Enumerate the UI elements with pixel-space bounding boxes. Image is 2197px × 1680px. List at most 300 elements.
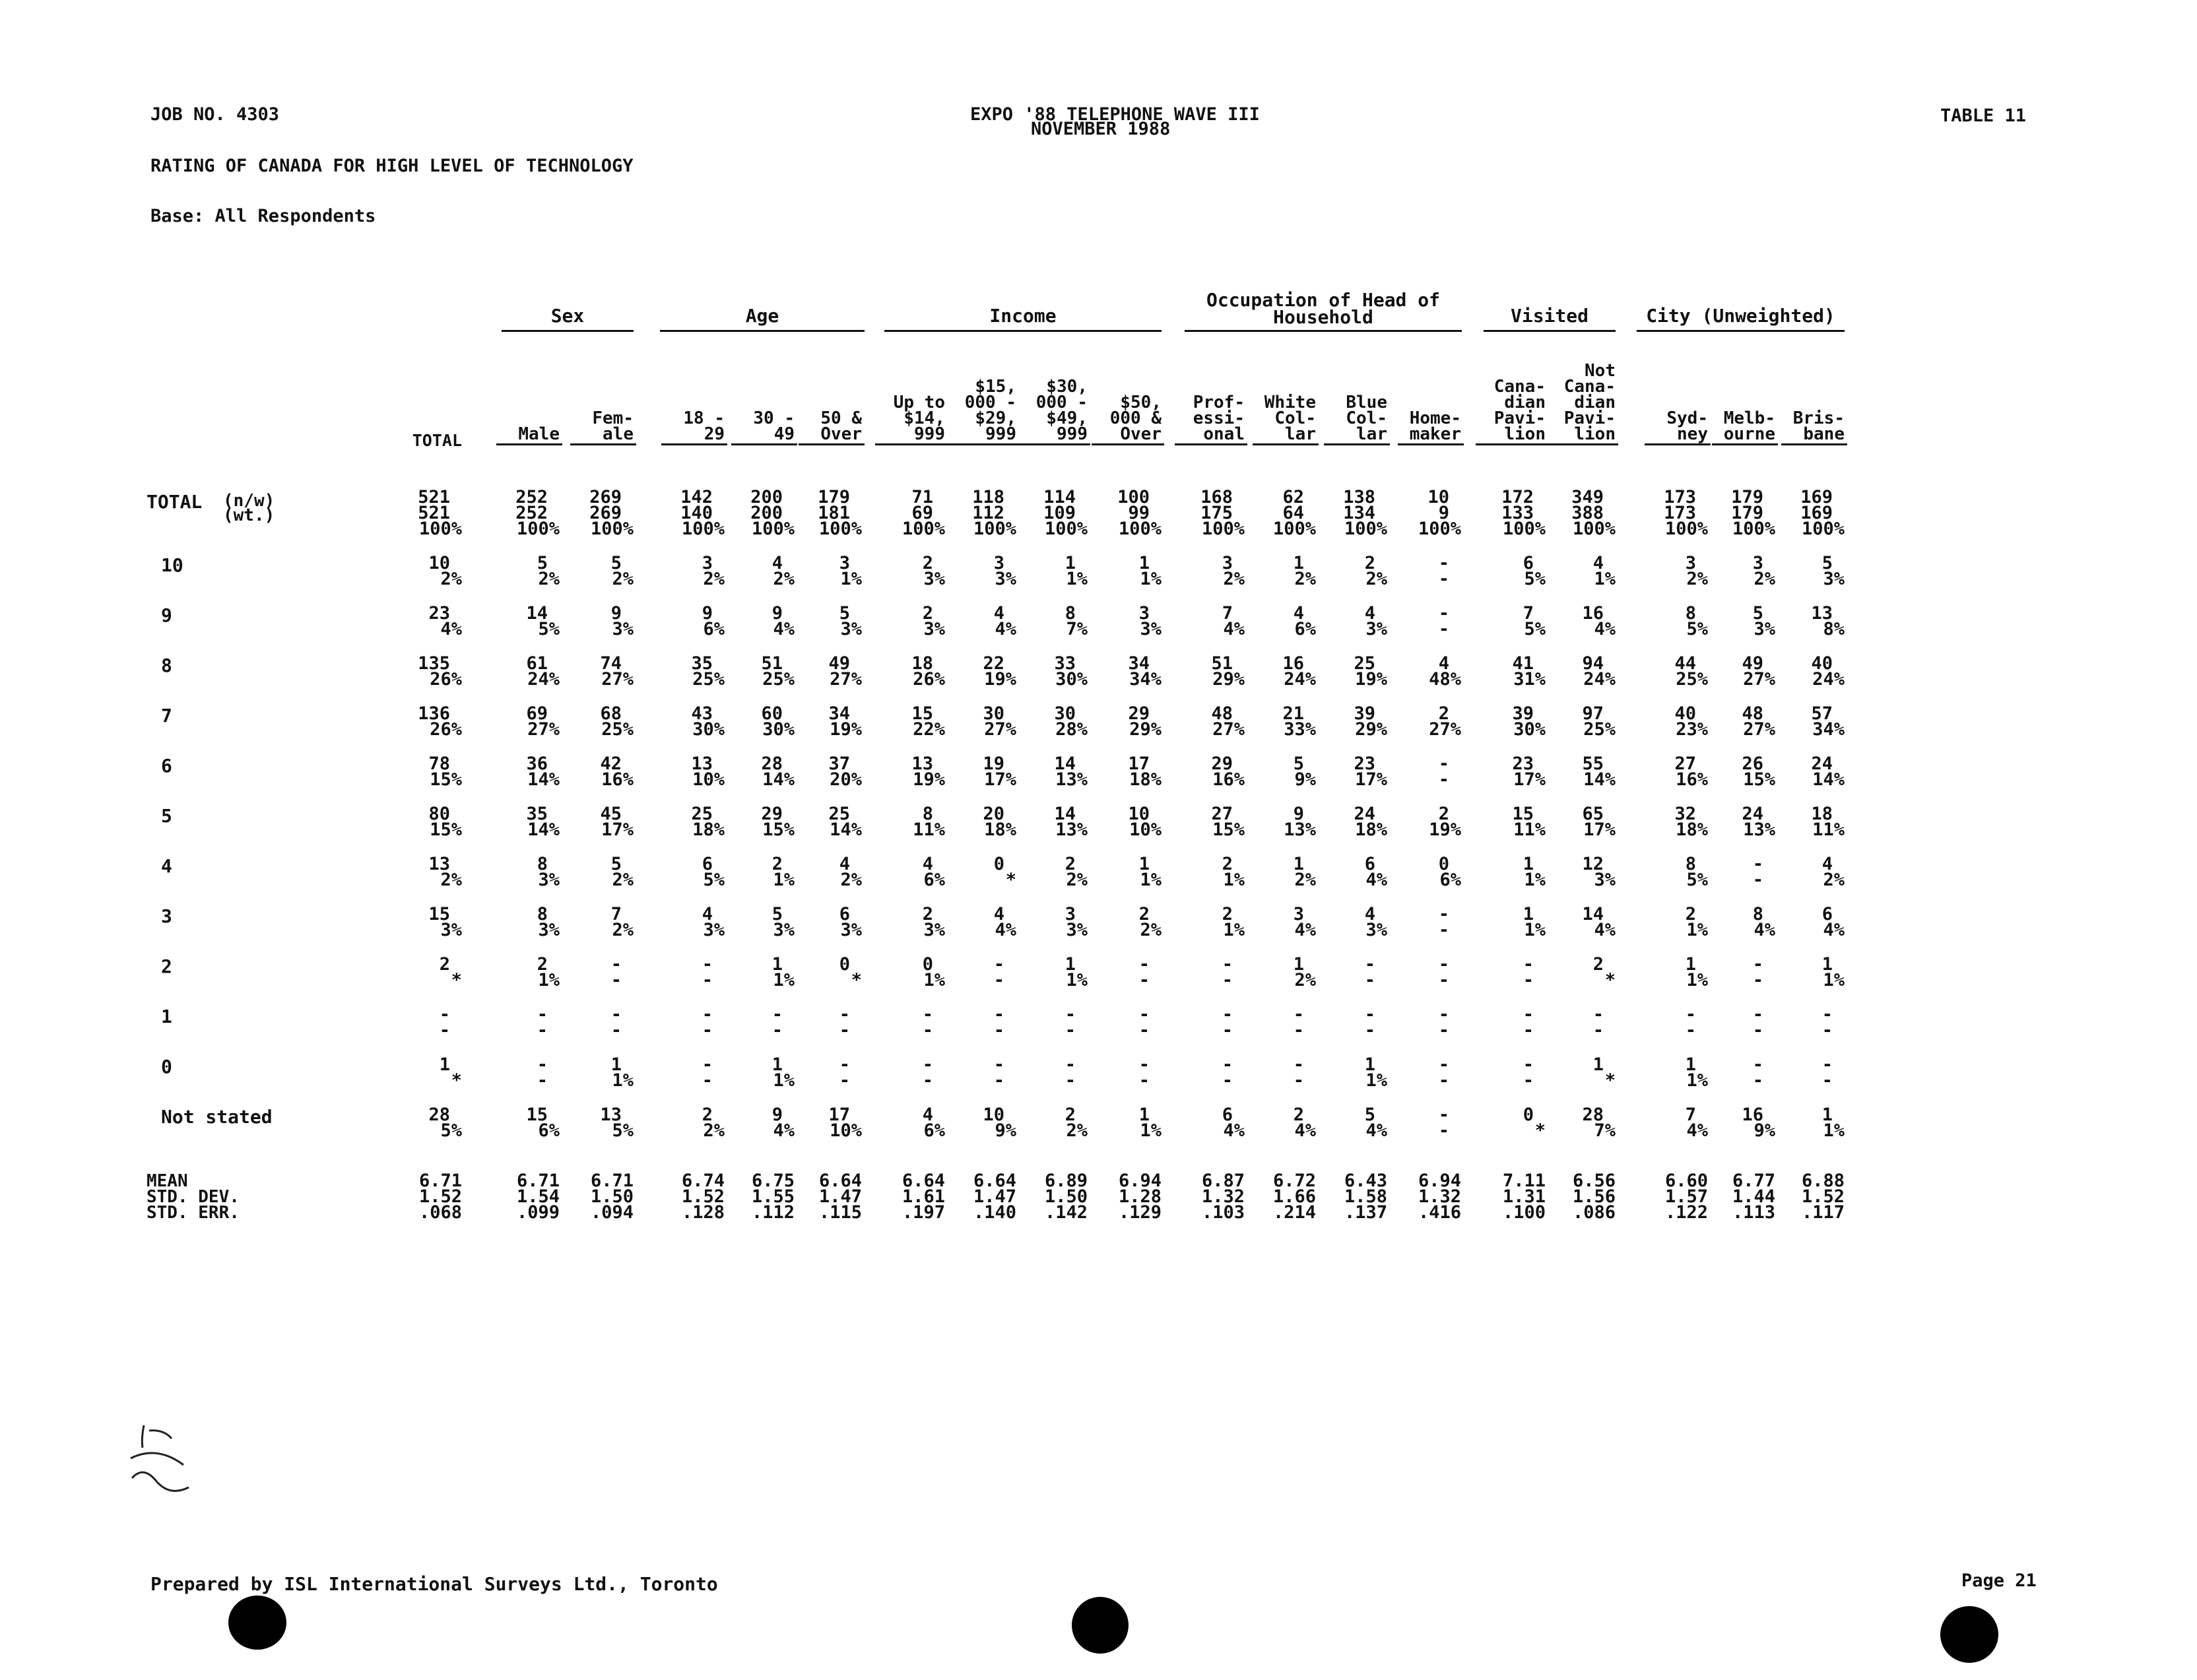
group-header-age: Age bbox=[745, 305, 779, 327]
table-cell bbox=[937, 1107, 1016, 1139]
cell-value: 6% bbox=[923, 1120, 945, 1141]
table-cell bbox=[1703, 856, 1775, 888]
stat-value: 1.32 bbox=[1418, 1186, 1461, 1207]
stat-value: .214 bbox=[1272, 1202, 1316, 1223]
cell-value: 1 bbox=[1523, 904, 1534, 924]
stat-value: .099 bbox=[516, 1202, 560, 1223]
column-header bbox=[561, 410, 634, 442]
cell-value: 25% bbox=[601, 719, 634, 740]
cell-value: 25 bbox=[1354, 653, 1375, 674]
cell-value: 29% bbox=[1129, 719, 1162, 740]
cell-value: 2% bbox=[773, 569, 795, 589]
group-rule-visited bbox=[1484, 330, 1616, 332]
cell-value: - bbox=[537, 1070, 548, 1091]
cell-value: 30 bbox=[1054, 703, 1076, 724]
cell-value: 9 bbox=[610, 603, 622, 624]
cell-value: - bbox=[702, 1004, 713, 1025]
stat-cell bbox=[1008, 1173, 1088, 1221]
stat-value: .112 bbox=[751, 1202, 795, 1223]
stat-value: 1.66 bbox=[1272, 1186, 1316, 1207]
cell-value: - bbox=[1685, 1004, 1696, 1025]
cell-value: - bbox=[1065, 1020, 1076, 1041]
stat-value: 6.71 bbox=[516, 1171, 560, 1191]
cell-value: 27% bbox=[984, 719, 1016, 740]
cell-value: 1 bbox=[1065, 553, 1076, 573]
cell-value: 71 bbox=[911, 487, 933, 507]
table-cell bbox=[1315, 1004, 1387, 1041]
column-header-underline bbox=[1253, 443, 1319, 445]
cell-value: - bbox=[1592, 1004, 1604, 1025]
cell-value: 27 bbox=[1674, 754, 1696, 774]
cell-value: 168 bbox=[1200, 487, 1233, 507]
cell-value: 13% bbox=[1743, 820, 1775, 840]
cell-value: - bbox=[1438, 603, 1449, 624]
stat-value: 1.58 bbox=[1344, 1186, 1387, 1207]
column-header-underline bbox=[1324, 443, 1390, 445]
cell-value: 49 bbox=[1742, 653, 1763, 674]
table-cell bbox=[1772, 1107, 1845, 1139]
cell-value: 12 bbox=[1582, 854, 1604, 874]
table-cell bbox=[722, 756, 795, 788]
column-header-line: Prof- bbox=[1193, 393, 1245, 412]
table-cell bbox=[1703, 1107, 1775, 1139]
cell-value: 4 bbox=[771, 553, 783, 573]
table-cell bbox=[487, 1107, 560, 1139]
cell-value: 18 bbox=[911, 653, 933, 674]
cell-value: 4 bbox=[1438, 653, 1449, 674]
cell-value: 4% bbox=[773, 1120, 795, 1141]
table-cell bbox=[722, 806, 795, 838]
cell-value: 24 bbox=[1811, 754, 1833, 774]
cell-value: 1% bbox=[1594, 569, 1616, 589]
cell-value: 2% bbox=[1294, 569, 1316, 589]
cell-value: 2 bbox=[1438, 804, 1449, 824]
stat-cell bbox=[722, 1173, 795, 1221]
cell-value: 13 bbox=[1811, 603, 1833, 624]
table-cell bbox=[1772, 904, 1845, 940]
cell-value: 3 bbox=[1222, 553, 1233, 573]
cell-value: 26% bbox=[430, 719, 462, 740]
cell-value: 2 bbox=[1222, 854, 1233, 874]
cell-value: 2 bbox=[771, 854, 783, 874]
table-cell bbox=[1536, 1004, 1616, 1041]
table-cell bbox=[1772, 1054, 1845, 1091]
cell-value: 4% bbox=[1754, 920, 1775, 940]
stat-cell bbox=[652, 1173, 725, 1221]
column-header-line: Up to bbox=[893, 393, 945, 412]
stat-value: .113 bbox=[1732, 1202, 1775, 1223]
column-header-line: maker bbox=[1409, 424, 1461, 444]
cell-value: 133 bbox=[1501, 503, 1534, 523]
cell-value: 2% bbox=[538, 569, 560, 589]
cell-value: 269 bbox=[589, 487, 622, 507]
table-cell bbox=[1466, 703, 1546, 740]
cell-value: 17 bbox=[828, 1105, 850, 1125]
stat-cell bbox=[1536, 1173, 1616, 1221]
cell-value: 23 bbox=[1512, 754, 1534, 774]
cell-value: 34% bbox=[1129, 669, 1162, 690]
cell-value: 7% bbox=[1066, 619, 1088, 639]
column-header-line: bane bbox=[1803, 424, 1845, 444]
table-cell bbox=[1703, 904, 1775, 940]
stat-cell bbox=[1315, 1173, 1387, 1221]
cell-value: 10 bbox=[428, 553, 450, 573]
column-header bbox=[1703, 410, 1775, 442]
cell-value: - bbox=[1138, 1070, 1150, 1091]
table-cell bbox=[1536, 703, 1616, 740]
row-label: 8 bbox=[161, 655, 172, 676]
column-header bbox=[866, 395, 945, 442]
cell-value: 4 bbox=[922, 1105, 933, 1125]
cell-value: 2% bbox=[840, 870, 862, 890]
cell-value: 100% bbox=[1418, 519, 1461, 539]
stat-value: .140 bbox=[973, 1202, 1016, 1223]
cell-value: - bbox=[839, 1004, 850, 1025]
table-cell bbox=[1315, 904, 1387, 940]
cell-value: 31% bbox=[1513, 669, 1546, 690]
cell-value: - bbox=[1752, 854, 1763, 874]
cell-value: 1% bbox=[1686, 920, 1708, 940]
cell-value: 100% bbox=[1201, 519, 1245, 539]
cell-value: 1% bbox=[1140, 569, 1162, 589]
stat-value: .115 bbox=[818, 1202, 862, 1223]
cell-value: 16% bbox=[601, 769, 634, 790]
cell-value: * bbox=[1534, 1120, 1546, 1141]
cell-value: 1% bbox=[1524, 870, 1546, 890]
table-cell bbox=[1389, 703, 1461, 740]
table-cell bbox=[722, 954, 795, 990]
cell-value: 0 bbox=[839, 954, 850, 975]
cell-value: 57 bbox=[1811, 703, 1833, 724]
cell-value: 80 bbox=[428, 804, 450, 824]
cell-value: 3% bbox=[923, 569, 945, 589]
cell-value: 27% bbox=[601, 669, 634, 690]
cell-value: 17% bbox=[1513, 769, 1546, 790]
table-cell bbox=[1389, 756, 1461, 788]
table-cell bbox=[789, 756, 862, 788]
cell-value: 19% bbox=[830, 719, 862, 740]
table-cell bbox=[1635, 904, 1708, 940]
cell-value: 6 bbox=[1222, 1105, 1233, 1125]
table-cell bbox=[1315, 856, 1387, 888]
cell-value: - bbox=[1222, 1004, 1233, 1025]
cell-value: - bbox=[1438, 1120, 1449, 1141]
question-title: RATING OF CANADA FOR HIGH LEVEL OF TECHNOLOGY bbox=[150, 156, 634, 176]
stat-value: 7.11 bbox=[1502, 1171, 1546, 1191]
column-header-line: Syd- bbox=[1666, 408, 1708, 428]
cell-value: 1% bbox=[1365, 1070, 1387, 1091]
cell-value: 4 bbox=[1592, 553, 1604, 573]
table-cell bbox=[396, 487, 462, 539]
table-cell bbox=[1635, 1107, 1708, 1139]
stat-value: .100 bbox=[1502, 1202, 1546, 1223]
cell-value: 23 bbox=[1354, 754, 1375, 774]
cell-value: 4 bbox=[1364, 904, 1375, 924]
cell-value: 15% bbox=[1212, 820, 1245, 840]
cell-value: 35 bbox=[526, 804, 548, 824]
cell-value: 7 bbox=[1523, 603, 1534, 624]
table-cell bbox=[1703, 603, 1775, 639]
stat-value: 6.89 bbox=[1044, 1171, 1088, 1191]
table-cell bbox=[1389, 806, 1461, 838]
table-cell bbox=[1536, 954, 1616, 990]
cell-value: 1% bbox=[773, 870, 795, 890]
table-cell bbox=[1536, 756, 1616, 788]
table-cell bbox=[722, 1004, 795, 1041]
column-header-line: 000 - bbox=[1035, 393, 1088, 412]
cell-value: * bbox=[451, 1070, 462, 1091]
stat-label-std-err: STD. ERR. bbox=[147, 1203, 240, 1223]
cell-value: 138 bbox=[1343, 487, 1375, 507]
cell-value: 25 bbox=[828, 804, 850, 824]
row-label: 0 bbox=[161, 1056, 172, 1078]
stat-value: .142 bbox=[1044, 1202, 1088, 1223]
cell-value: - bbox=[1438, 769, 1449, 790]
cell-value: 24 bbox=[1354, 804, 1375, 824]
cell-value: 3% bbox=[923, 619, 945, 639]
cell-value: 3% bbox=[923, 920, 945, 940]
cell-value: - bbox=[1222, 1020, 1233, 1041]
stat-cell bbox=[1389, 1173, 1461, 1221]
cell-value: - bbox=[1438, 920, 1449, 940]
cell-value: 0 bbox=[922, 954, 933, 975]
cell-value: 173 bbox=[1664, 487, 1696, 507]
cell-value: 9% bbox=[995, 1120, 1016, 1141]
table-cell bbox=[1466, 1107, 1546, 1139]
cell-value: 48 bbox=[1742, 703, 1763, 724]
cell-value: 1 bbox=[439, 1054, 450, 1075]
table-cell bbox=[1389, 1004, 1461, 1041]
study-date: NOVEMBER 1988 bbox=[1031, 119, 1171, 139]
cell-value: - bbox=[702, 954, 713, 975]
stat-value: 6.56 bbox=[1572, 1171, 1616, 1191]
cell-value: 2% bbox=[1294, 970, 1316, 990]
cell-value: - bbox=[1685, 1020, 1696, 1041]
cell-value: 14% bbox=[527, 769, 560, 790]
column-header-underline bbox=[1781, 443, 1847, 445]
table-cell bbox=[866, 553, 945, 589]
cell-value: 136 bbox=[418, 703, 450, 724]
cell-value: 252 bbox=[515, 487, 548, 507]
cell-value: 2 bbox=[1065, 1105, 1076, 1125]
column-header-line: 50 & bbox=[820, 408, 862, 428]
column-header bbox=[937, 379, 1016, 442]
table-cell bbox=[1008, 603, 1088, 639]
cell-value: 45 bbox=[600, 804, 622, 824]
table-cell bbox=[1165, 806, 1245, 838]
cell-value: 5 bbox=[610, 553, 622, 573]
table-cell bbox=[1536, 487, 1616, 539]
cell-value: 8 bbox=[1065, 603, 1076, 624]
cell-value: 118 bbox=[972, 487, 1004, 507]
stat-value: .086 bbox=[1572, 1202, 1616, 1223]
table-cell bbox=[937, 1054, 1016, 1091]
column-header-underline bbox=[1645, 443, 1711, 445]
table-cell bbox=[789, 487, 862, 539]
cell-value: 2 bbox=[1685, 904, 1696, 924]
table-cell bbox=[866, 904, 945, 940]
cell-value: 22% bbox=[913, 719, 945, 740]
table-cell bbox=[866, 653, 945, 690]
table-cell bbox=[396, 1107, 462, 1139]
table-cell bbox=[1389, 954, 1461, 990]
cell-value: 1% bbox=[1823, 970, 1845, 990]
cell-value: - bbox=[610, 970, 622, 990]
cell-value: 14% bbox=[1583, 769, 1616, 790]
cell-value: 17% bbox=[1355, 769, 1387, 790]
table-cell bbox=[1772, 1004, 1845, 1041]
cell-value: - bbox=[1065, 1054, 1076, 1075]
cell-value: 26% bbox=[430, 669, 462, 690]
cell-value: - bbox=[439, 1004, 450, 1025]
table-cell bbox=[937, 806, 1016, 838]
cell-value: - bbox=[1364, 1004, 1375, 1025]
cell-value: 27% bbox=[1743, 719, 1775, 740]
cell-value: 2% bbox=[1686, 569, 1708, 589]
column-header-line: 999 bbox=[1057, 424, 1088, 444]
cell-value: 5 bbox=[839, 603, 850, 624]
table-cell bbox=[1082, 1054, 1162, 1091]
cell-value: 172 bbox=[1501, 487, 1534, 507]
cell-value: 11% bbox=[1513, 820, 1546, 840]
table-cell bbox=[937, 954, 1016, 990]
table-cell bbox=[1635, 756, 1708, 788]
cell-value: 5 bbox=[537, 553, 548, 573]
cell-value: - bbox=[702, 1070, 713, 1091]
cell-value: 28 bbox=[1582, 1105, 1604, 1125]
cell-value: 1 bbox=[1138, 854, 1150, 874]
table-cell bbox=[652, 756, 725, 788]
cell-value: 112 bbox=[972, 503, 1004, 523]
cell-value: - bbox=[1752, 970, 1763, 990]
cell-value: 78 bbox=[428, 754, 450, 774]
table-cell bbox=[1635, 553, 1708, 589]
cell-value: 33 bbox=[1054, 653, 1076, 674]
table-cell bbox=[722, 653, 795, 690]
cell-value: 1% bbox=[1140, 870, 1162, 890]
cell-value: - bbox=[1222, 1070, 1233, 1091]
cell-value: 100% bbox=[1344, 519, 1387, 539]
group-rule-age bbox=[660, 330, 865, 332]
cell-value: - bbox=[1438, 1020, 1449, 1041]
cell-value: 3 bbox=[1138, 603, 1150, 624]
table-cell bbox=[1466, 954, 1546, 990]
cell-value: 15 bbox=[911, 703, 933, 724]
cell-value: 27% bbox=[1429, 719, 1461, 740]
stat-cell bbox=[937, 1173, 1016, 1221]
cell-value: - bbox=[993, 1070, 1004, 1091]
table-cell bbox=[1635, 1054, 1708, 1091]
table-cell bbox=[1082, 1107, 1162, 1139]
column-header-underline bbox=[1476, 443, 1548, 445]
cell-value: - bbox=[993, 1020, 1004, 1041]
column-header-line: 18 - bbox=[683, 408, 725, 428]
cell-value: 5% bbox=[1686, 619, 1708, 639]
table-cell bbox=[937, 703, 1016, 740]
cell-value: - bbox=[1138, 954, 1150, 975]
total-row-label-wt: (wt.) bbox=[223, 505, 275, 525]
cell-value: 15% bbox=[430, 820, 462, 840]
handwritten-page-mark bbox=[117, 1419, 203, 1504]
cell-value: 100% bbox=[818, 519, 862, 539]
cell-value: 8 bbox=[1685, 854, 1696, 874]
cell-value: - bbox=[922, 1054, 933, 1075]
cell-value: 13 bbox=[600, 1105, 622, 1125]
table-cell bbox=[789, 856, 862, 888]
cell-value: 6 bbox=[1364, 854, 1375, 874]
column-header-line: $29, bbox=[975, 408, 1016, 428]
cell-value: 4 bbox=[702, 904, 713, 924]
table-cell bbox=[1008, 1107, 1088, 1139]
group-header-visited: Visited bbox=[1510, 305, 1589, 327]
column-header-line: Bris- bbox=[1792, 408, 1845, 428]
cell-value: 14% bbox=[762, 769, 795, 790]
cell-value: 6% bbox=[703, 619, 725, 639]
cell-value: 25% bbox=[692, 669, 725, 690]
stat-value: 1.56 bbox=[1572, 1186, 1616, 1207]
table-cell bbox=[1165, 1107, 1245, 1139]
cell-value: - bbox=[1138, 1020, 1150, 1041]
stat-value: 6.71 bbox=[590, 1171, 634, 1191]
table-cell bbox=[1008, 487, 1088, 539]
cell-value: 4% bbox=[1365, 1120, 1387, 1141]
cell-value: 3% bbox=[1594, 870, 1616, 890]
table-cell bbox=[1466, 1054, 1546, 1091]
cell-value: 11% bbox=[1812, 820, 1845, 840]
cell-value: 2 bbox=[1438, 703, 1449, 724]
table-cell bbox=[1165, 904, 1245, 940]
cell-value: 2 bbox=[1293, 1105, 1304, 1125]
cell-value: - bbox=[1752, 870, 1763, 890]
cell-value: 28 bbox=[761, 754, 783, 774]
cell-value: 64 bbox=[1282, 503, 1304, 523]
row-label: 4 bbox=[161, 855, 172, 877]
cell-value: 142 bbox=[680, 487, 713, 507]
cell-value: 4% bbox=[1686, 1120, 1708, 1141]
cell-value: 26% bbox=[913, 669, 945, 690]
column-header-line: 30 - bbox=[753, 408, 795, 428]
column-header-line: 000 & bbox=[1109, 408, 1162, 428]
column-header-line: 999 bbox=[985, 424, 1016, 444]
cell-value: 4 bbox=[839, 854, 850, 874]
cell-value: - bbox=[1821, 1004, 1833, 1025]
cell-value: 100% bbox=[1732, 519, 1775, 539]
cell-value: 18% bbox=[692, 820, 725, 840]
table-cell bbox=[1466, 806, 1546, 838]
stat-value: 6.43 bbox=[1344, 1171, 1387, 1191]
cell-value: 5% bbox=[1524, 619, 1546, 639]
cell-value: 17% bbox=[1583, 820, 1616, 840]
table-cell bbox=[1536, 904, 1616, 940]
cell-value: 18 bbox=[1811, 804, 1833, 824]
column-header-line: Col- bbox=[1346, 408, 1387, 428]
stat-value: .122 bbox=[1664, 1202, 1708, 1223]
cell-value: - bbox=[1364, 970, 1375, 990]
table-cell bbox=[789, 954, 862, 990]
stat-value: 6.60 bbox=[1664, 1171, 1708, 1191]
cell-value: 10 bbox=[1128, 804, 1150, 824]
table-cell bbox=[866, 756, 945, 788]
cell-value: 4 bbox=[1293, 603, 1304, 624]
table-cell bbox=[561, 1054, 634, 1091]
cell-value: 29% bbox=[1212, 669, 1245, 690]
cell-value: 32 bbox=[1674, 804, 1696, 824]
table-cell bbox=[722, 904, 795, 940]
cell-value: 1 bbox=[1685, 954, 1696, 975]
table-cell bbox=[561, 856, 634, 888]
table-cell bbox=[1082, 904, 1162, 940]
punch-hole-center bbox=[1072, 1597, 1129, 1654]
